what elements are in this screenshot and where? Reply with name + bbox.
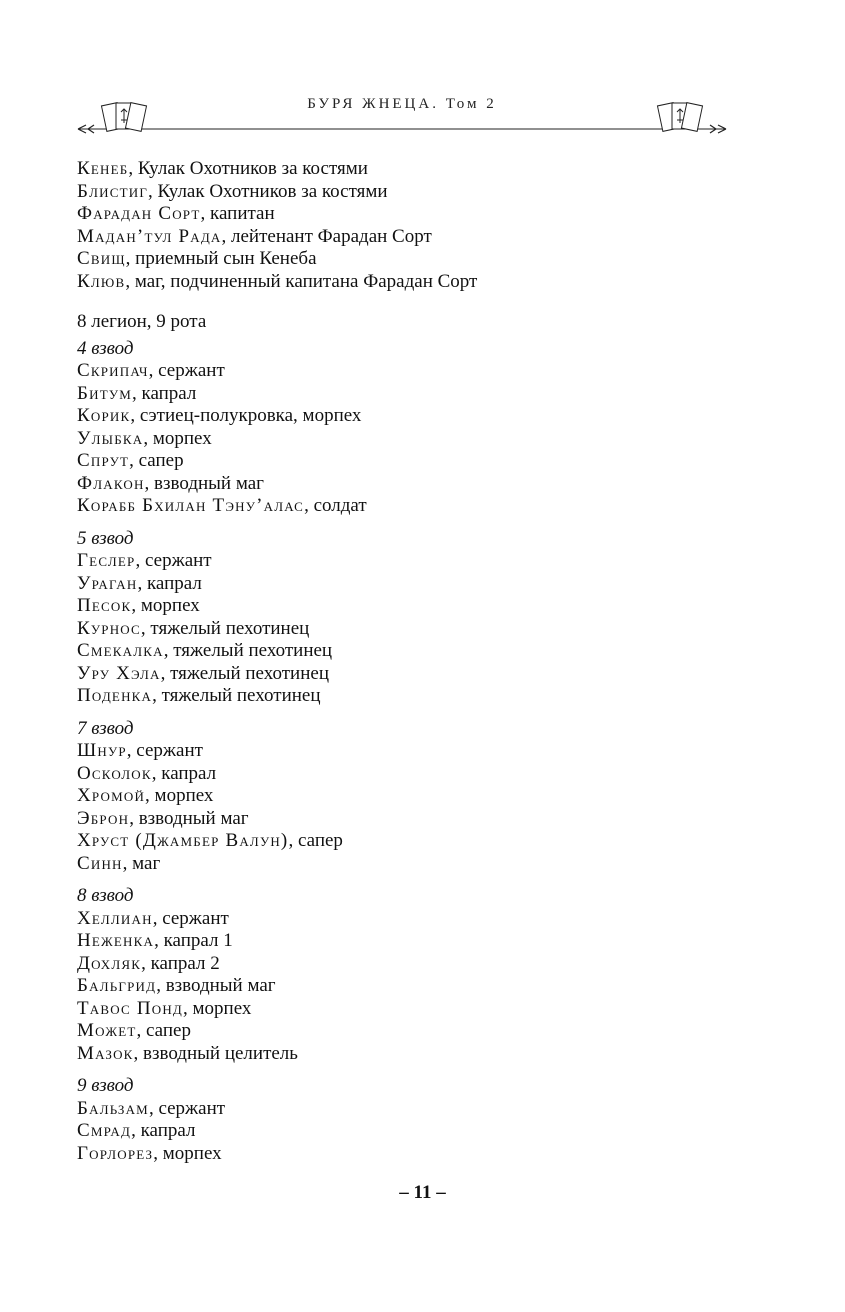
character-role: , сержант — [135, 550, 212, 571]
character-name: Может — [77, 1020, 137, 1041]
character-name: Мадан’тул Рада — [77, 225, 222, 247]
character-name: Кенеб — [77, 158, 129, 179]
character-role: , капрал — [132, 382, 197, 404]
list-item — [77, 226, 777, 249]
character-name: Фарадан Сорт — [77, 203, 201, 224]
character-role: , морпех — [145, 785, 214, 806]
squad-heading: 7 взвод — [77, 717, 134, 739]
list-item — [77, 1020, 777, 1043]
character-name: Песок — [77, 595, 132, 616]
list-item — [77, 953, 777, 976]
character-role: , взводный маг — [156, 975, 276, 996]
character-role: , сэтиец-полукровка, морпех — [130, 405, 362, 426]
character-role: , капрал 2 — [141, 952, 220, 974]
character-name: Хруст (Джамбер Валун) — [77, 830, 289, 851]
character-name: Бальзам — [77, 1097, 149, 1119]
character-role: , капрал — [137, 572, 202, 594]
character-name: Корик — [77, 405, 131, 426]
squad-heading: 9 взвод — [77, 1075, 134, 1096]
character-role: , сержант — [126, 740, 203, 761]
list-item — [77, 808, 777, 831]
character-name: Смекалка — [77, 640, 164, 661]
list-item — [77, 908, 777, 931]
character-role: , тяжелый пехотинец — [163, 640, 333, 661]
book-title: БУРЯ ЖНЕЦА. Том 2 — [307, 96, 497, 112]
character-role: , капитан — [200, 203, 275, 224]
character-role: , взводный целитель — [133, 1042, 298, 1064]
character-role: , Кулак Охотников за костями — [148, 180, 388, 202]
list-item — [77, 785, 777, 808]
character-name: Курнос — [77, 617, 141, 639]
character-role: , морпех — [131, 595, 200, 616]
list-item — [77, 640, 777, 663]
list-item — [77, 1143, 777, 1166]
character-name: Спрут — [77, 450, 130, 471]
character-role: , сержант — [148, 360, 225, 381]
character-name: Блистиг — [77, 180, 149, 202]
list-item — [77, 203, 777, 226]
character-role: , лейтенант Фарадан Сорт — [221, 225, 432, 247]
character-role: , маг — [122, 852, 161, 874]
character-role: , маг, подчиненный капитана Фарадан Сорт — [125, 270, 478, 292]
character-name: Осколок — [77, 762, 152, 784]
character-name: Горлорез — [77, 1142, 154, 1164]
character-name: Дохляк — [77, 952, 142, 974]
list-item — [77, 473, 777, 496]
list-item — [77, 740, 777, 763]
character-name: Синн — [77, 852, 123, 874]
list-item — [77, 383, 777, 406]
character-role: , морпех — [153, 1142, 222, 1164]
character-role: , тяжелый пехотинец — [160, 662, 329, 684]
list-item — [77, 158, 777, 181]
character-role: , капрал 1 — [154, 930, 233, 951]
legion-heading: 8 легион, 9 рота — [77, 311, 207, 332]
character-role: , сапер — [136, 1020, 191, 1041]
character-name: Флакон — [77, 472, 145, 494]
character-role: , приемный сын Кенеба — [125, 248, 317, 269]
playing-cards-icon — [656, 100, 704, 136]
header-rule-with-arrows — [76, 123, 728, 135]
character-name: Неженка — [77, 930, 155, 951]
character-role: , сапер — [288, 830, 343, 851]
character-name: Хромой — [77, 785, 146, 806]
list-item — [77, 1043, 777, 1066]
list-item — [77, 450, 777, 473]
character-role: , капрал — [151, 762, 217, 784]
list-item — [77, 685, 777, 708]
character-role: , взводный маг — [129, 807, 249, 829]
character-name: Битум — [77, 382, 133, 404]
character-list — [77, 158, 777, 1165]
list-item — [77, 998, 777, 1021]
squad-heading: 8 взвод — [77, 885, 134, 906]
character-role: , морпех — [143, 427, 212, 449]
list-item — [77, 618, 777, 641]
character-role: , взводный маг — [144, 472, 264, 494]
list-item — [77, 663, 777, 686]
character-name: Эброн — [77, 807, 130, 829]
list-item — [77, 1120, 777, 1143]
squad-heading: 4 взвод — [77, 337, 134, 359]
character-role: , сапер — [129, 450, 184, 471]
character-name: Скрипач — [77, 360, 149, 381]
character-name: Тавос Понд — [77, 997, 183, 1019]
list-item — [77, 975, 777, 998]
character-role: , капрал — [131, 1120, 196, 1141]
list-item — [77, 360, 777, 383]
list-item — [77, 550, 777, 573]
list-item — [77, 853, 777, 876]
character-role: , тяжелый пехотинец — [140, 617, 310, 639]
character-name: Хеллиан — [77, 907, 153, 929]
character-name: Геслер — [77, 550, 136, 571]
character-role: , тяжелый пехотинец — [152, 685, 321, 706]
squad-heading: 5 взвод — [77, 527, 134, 549]
list-item — [77, 271, 777, 294]
list-item — [77, 428, 777, 451]
character-name: Бальгрид — [77, 975, 157, 996]
list-item — [77, 495, 777, 518]
character-name: Поденка — [77, 685, 153, 706]
page-number: – 11 – — [399, 1182, 446, 1203]
list-item — [77, 595, 777, 618]
list-item — [77, 1098, 777, 1121]
character-name: Ураган — [77, 572, 138, 594]
list-item — [77, 830, 777, 853]
character-name: Уру Хэла — [77, 662, 161, 684]
character-role: , солдат — [304, 495, 367, 516]
character-name: Корабб Бхилан Тэну’алас — [77, 495, 305, 516]
character-role: , сержант — [148, 1097, 226, 1119]
character-name: Смрад — [77, 1120, 132, 1141]
list-item — [77, 248, 777, 271]
character-name: Свищ — [77, 248, 126, 269]
running-header — [76, 90, 728, 140]
character-name: Шнур — [77, 740, 127, 761]
list-item — [77, 181, 777, 204]
character-role: , Кулак Охотников за костями — [128, 158, 368, 179]
list-item — [77, 763, 777, 786]
list-item — [77, 405, 777, 428]
list-item — [77, 573, 777, 596]
list-item — [77, 930, 777, 953]
character-name: Улыбка — [77, 427, 144, 449]
character-name: Клюв — [77, 270, 126, 292]
character-name: Мазок — [77, 1042, 134, 1064]
character-role: , морпех — [183, 997, 252, 1019]
character-role: , сержант — [152, 907, 229, 929]
